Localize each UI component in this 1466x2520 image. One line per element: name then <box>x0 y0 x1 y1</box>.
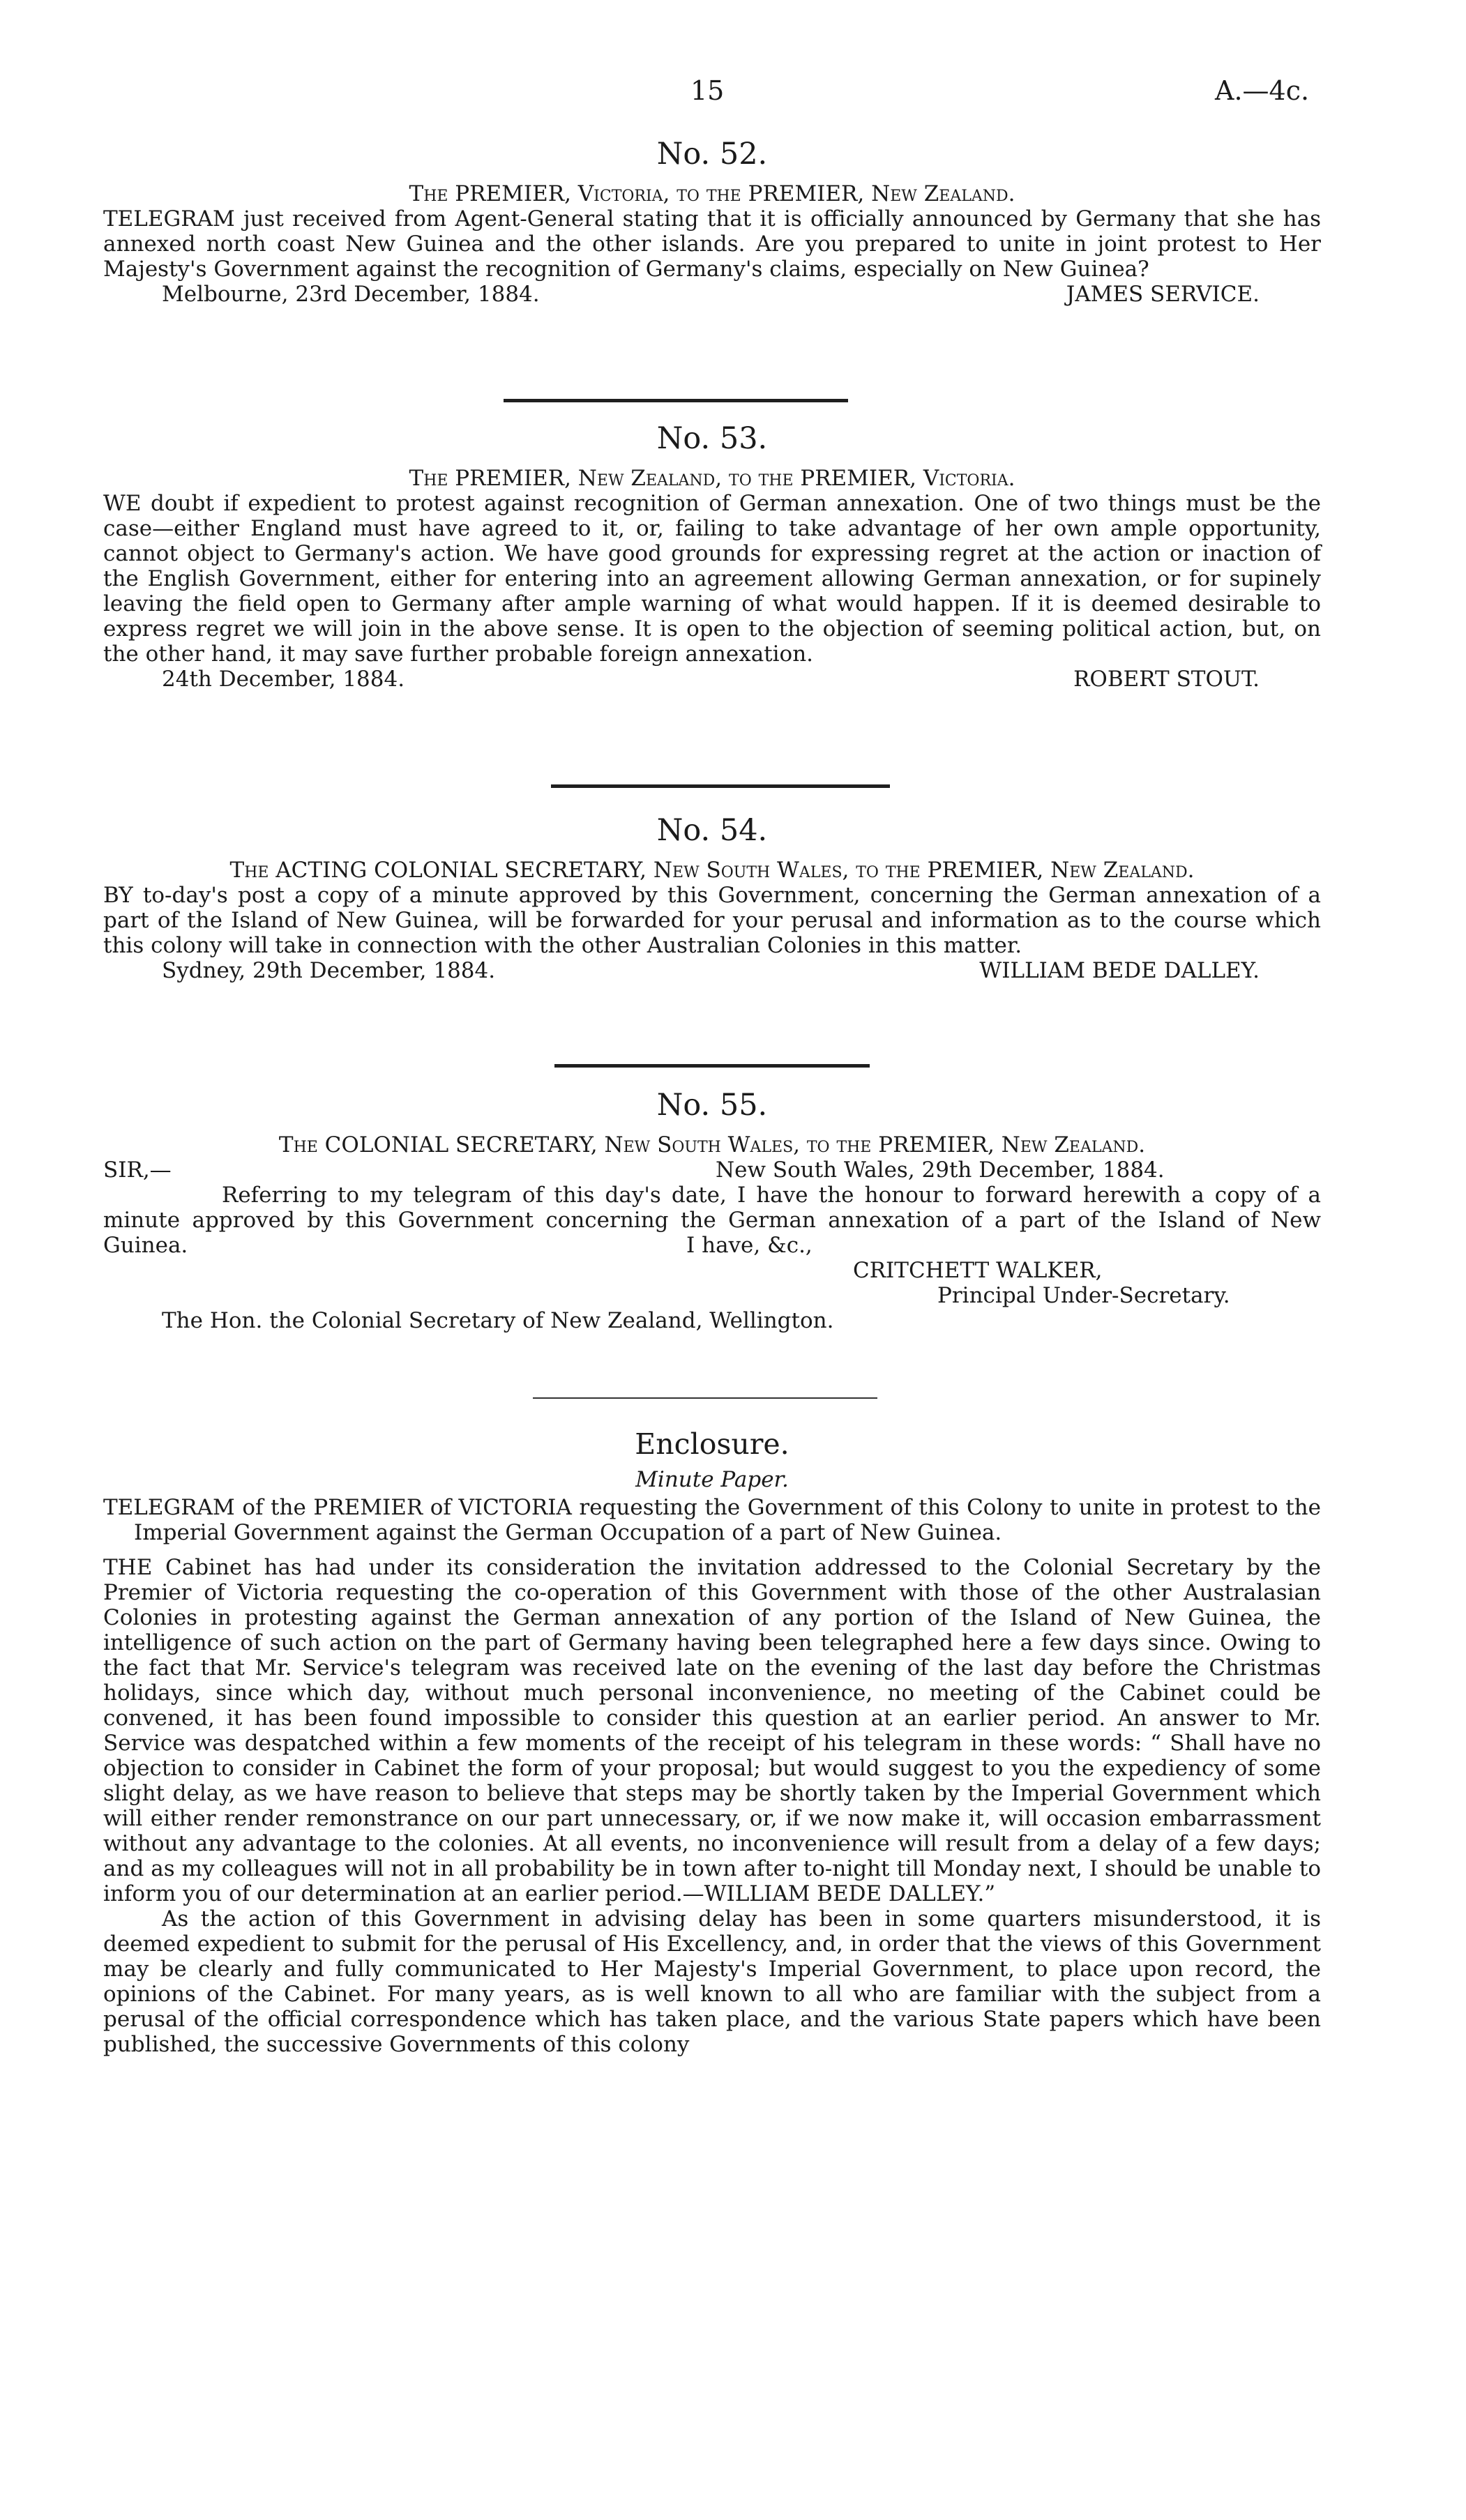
address-no55: The COLONIAL SECRETARY, New South Wales, to the PREMIER, New Zealand. <box>278 1132 1146 1157</box>
signature-no55: CRITCHETT WALKER, <box>853 1258 1103 1283</box>
closing-line <box>103 1233 1321 1283</box>
heading-no53: No. 53. <box>656 421 768 456</box>
divider-rule <box>551 784 890 788</box>
place-date-no52: Melbourne, 23rd December, 1884. <box>162 282 540 307</box>
document-reference: A.—4c. <box>1215 75 1310 106</box>
page-number: 15 <box>690 75 725 106</box>
address-no52: The PREMIER, Victoria, to the PREMIER, New Zealand. <box>409 181 1015 206</box>
enclosure-heading: Enclosure. <box>635 1427 789 1461</box>
enclosure-subheading: Minute Paper. <box>635 1467 789 1492</box>
signature-no53: ROBERT STOUT. <box>1073 667 1260 692</box>
enclosure-summary: TELEGRAM of the PREMIER of VICTORIA requesting the Government of this Colony to unite in protest to the Imperial Government against the German Occupation of a part of New Guinea. <box>103 1495 1321 1545</box>
signoff-no53 <box>103 667 1321 692</box>
signature-title-line <box>103 1283 1321 1308</box>
signoff-no54 <box>103 958 1321 983</box>
dateline: New South Wales, 29th December, 1884. <box>716 1157 1165 1183</box>
salutation: SIR,— <box>103 1157 172 1183</box>
addressee: The Hon. the Colonial Secretary of New Zealand, Wellington. <box>162 1308 834 1333</box>
address-no54: The ACTING COLONIAL SECRETARY, New South Wales, to the PREMIER, New Zealand. <box>229 858 1195 883</box>
section-no53 <box>103 421 1321 692</box>
section-no55 <box>103 1088 1321 1333</box>
section-enclosure <box>103 1427 1321 2057</box>
enclosure-paragraph-1: THE Cabinet has had under its consideration the invitation addressed to the Colonial Secretary by the Premier of Victoria requesting the co-operation of this Government with those of the other Australasian Colonies in protesting against the German annexation of any portion of the Island of New Guinea, the intelligence of such action on the part of Germany having been telegraphed here a few days since. Owing to the fact that Mr. Service's telegram was received late on the evening of the last day before the Christmas holidays, since which day, without much personal inconvenience, no meeting of the Cabinet could be convened, it has been found impossible to consider this question at an earlier period. An answer to Mr. Service was despatched within a few moments of the receipt of his telegram in these words: “ Shall have no objection to consider in Cabinet the form of your proposal; but would suggest to you the expediency of some slight delay, as we have reason to believe that steps may be shortly taken by the Imperial Government which will either render remonstrance on our part unnecessary, or, if we now make it, will occasion embarrassment without any advantage to the colonies. At all events, no inconvenience will result from a delay of a few days; and as my colleagues will not in all probability be in town after to-night till Monday next, I should be unable to inform you of our determination at an earlier period.—WILLIAM BEDE DALLEY.” <box>103 1555 1321 1906</box>
heading-no55: No. 55. <box>656 1088 768 1123</box>
signature-title: Principal Under-Secretary. <box>937 1283 1230 1308</box>
place-date-no53: 24th December, 1884. <box>162 667 405 692</box>
divider-rule <box>533 1397 877 1399</box>
divider-rule <box>504 399 848 402</box>
divider-rule <box>554 1064 870 1068</box>
body-no55: Referring to my telegram of this day's date, I have the honour to forward herewith a copy of a minute approved by this Government concerning the German annexation of a part of the Island of New Guinea. <box>103 1183 1321 1258</box>
closing: I have, &c., <box>686 1233 813 1258</box>
body-no52: TELEGRAM just received from Agent-General stating that it is officially announced by Germany that she has annexed north coast New Guinea and the other islands. Are you prepared to unite in joint protest to Her Majesty's Government against the recognition of Germany's claims, especially on New Guinea? <box>103 206 1321 282</box>
address-no53: The PREMIER, New Zealand, to the PREMIER, Victoria. <box>409 466 1015 491</box>
enclosure-paragraph-2: As the action of this Government in advising delay has been in some quarters misunderstood, it is deemed expedient to submit for the perusal of His Excellency, and, in order that the views of this Government may be clearly and fully communicated to Her Majesty's Imperial Government, to place upon record, the opinions of the Cabinet. For many years, as is well known to all who are familiar with the subject from a perusal of the official correspondence which has taken place, and the various State papers which have been published, the successive Governments of this colony <box>103 1906 1321 2057</box>
body-no54: BY to-day's post a copy of a minute approved by this Government, concerning the German annexation of a part of the Island of New Guinea, will be forwarded for your perusal and information as to the course which this colony will take in connection with the other Australian Colonies in this matter. <box>103 883 1321 958</box>
signature-no54: WILLIAM BEDE DALLEY. <box>979 958 1260 983</box>
signature-no52: JAMES SERVICE. <box>1066 282 1260 307</box>
salutation-line <box>103 1157 1321 1183</box>
section-no54 <box>103 813 1321 983</box>
heading-no54: No. 54. <box>656 813 768 848</box>
signoff-no52 <box>103 282 1321 307</box>
section-no52 <box>103 137 1321 307</box>
body-no53: WE doubt if expedient to protest against recognition of German annexation. One of two things must be the case—either England must have agreed to it, or, failing to take advantage of her own ample opportunity, cannot object to Germany's action. We have good grounds for expressing regret at the action or inaction of the English Government, either for entering into an agreement allowing German annexation, or for supinely leaving the field open to Germany after ample warning of what would happen. If it is deemed desirable to express regret we will join in the above sense. It is open to the objection of seeming political action, but, on the other hand, it may save further probable foreign annexation. <box>103 491 1321 667</box>
heading-no52: No. 52. <box>656 137 768 172</box>
place-date-no54: Sydney, 29th December, 1884. <box>162 958 496 983</box>
